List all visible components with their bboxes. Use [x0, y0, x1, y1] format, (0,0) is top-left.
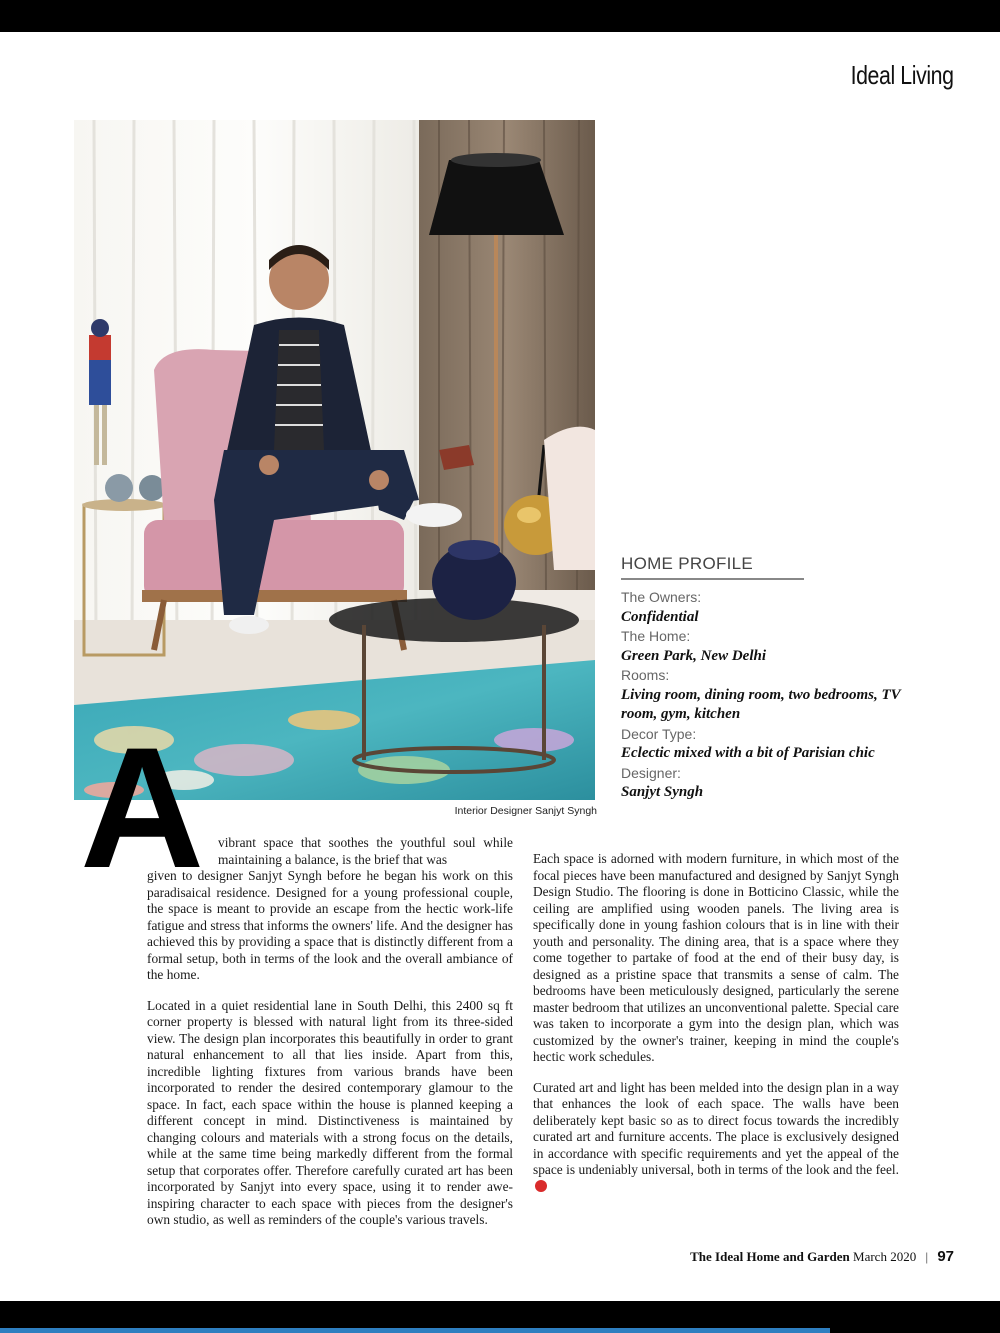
section-title: Ideal Living — [851, 60, 954, 90]
rooms-label: Rooms: — [621, 667, 670, 683]
article-column-2 — [533, 851, 899, 1209]
home-profile-heading: HOME PROFILE — [621, 554, 754, 573]
lead-text: vibrant space that soothes the youthful soul while maintaining a balance, is the brief that was — [218, 835, 513, 867]
designer-value: Sanjyt Syngh — [621, 784, 704, 800]
top-black-bar — [0, 0, 1000, 32]
paragraph-4: Curated art and light has been melded into the design plan in a way that enhances the look of each space. The walls have been deliberately kept basic so as to direct focus towards the incredibly curated art and furniture accents. The place is exclusively designed in accordance with specific requirements and yet the appeal of the space is undeniably universal, both in terms of the look and the feel. — [533, 1079, 899, 1177]
owners-label: The Owners: — [621, 589, 702, 605]
home-value: Green Park, New Delhi — [621, 647, 766, 664]
page-footer — [690, 1248, 954, 1265]
feature-photo — [74, 120, 595, 800]
decor-type-label: Decor Type: — [621, 725, 697, 742]
paragraph-1: given to designer Sanjyt Syngh before he began his work on this paradisaical residence. Designed for a young professional couple, the space is meant to provide an escape from the hectic work-life fatigue and stress that informs the owners' life. And the designer has achieved this by providing a space that is distinctly different from a formal setup, both in terms of the look and the overall ambiance of the home. — [147, 868, 513, 982]
paragraph-4-wrap — [533, 1080, 899, 1196]
heading-rule — [621, 578, 804, 580]
home-label: The Home: — [621, 628, 691, 644]
magazine-name: The Ideal Home and Garden — [690, 1249, 850, 1264]
end-mark-icon — [535, 1180, 547, 1192]
page-number: 97 — [937, 1248, 954, 1265]
living-room-illustration — [74, 120, 595, 800]
drop-cap: A — [80, 712, 199, 904]
home-profile — [621, 554, 921, 803]
article-lead-line — [218, 835, 513, 868]
footer-separator: | — [925, 1249, 929, 1264]
bottom-blue-line — [0, 1328, 830, 1333]
paragraph-3: Each space is adorned with modern furniture, in which most of the focal pieces have been manufactured and designed by Sanjyt Syngh Design Studio. The flooring is done in Botticino Classic, while the ceiling are amplified using wooden panels. The living area is specifically done in young fashion colours that is in line with their youth and personality. The dining area, that is a space where they come together to partake of food at the end of their busy day, is designed as a pristine space that transmits a sense of calm. The bedrooms have been meticulously designed, particularly the serene master bedroom that utilizes an unconventional palette. Special care was taken to incorporate a gym into the design plan, which was customized by the owner's trainer, keeping in mind the couple's hectic work schedules. — [533, 851, 899, 1064]
designer-label: Designer: — [621, 764, 681, 781]
article-column-1 — [147, 868, 513, 1243]
paragraph-2: Located in a quiet residential lane in South Delhi, this 2400 sq ft corner property is blessed with natural light from its three-sided view. The design plan incorporates this beautifully in order to grant natural enhancement to all that lies inside. Apart from this, incredible lighting fixtures from various brands have been incorporated to render the desired contemporary glamour to the space. In fact, each space within the house is planned keeping a different concept in mind. Distinctiveness is maintained by changing colours and materials with a strong focus on the details, while at the same time being markedly different from the formal setup that corporates offer. Therefore carefully curated art has been incorporated by Sanjyt into every space, using it to render awe-inspiring character to each space with pieces from the designer's own studio, as well as reminders of the couple's various travels. — [147, 997, 513, 1227]
issue-date: March 2020 — [853, 1249, 917, 1264]
owners-value: Confidential — [621, 608, 699, 625]
photo-caption: Interior Designer Sanjyt Syngh — [454, 805, 597, 817]
rooms-value: Living room, dining room, two bedrooms, TV room, gym, kitchen — [621, 686, 901, 722]
decor-type-value: Eclectic mixed with a bit of Parisian chic — [621, 745, 875, 761]
